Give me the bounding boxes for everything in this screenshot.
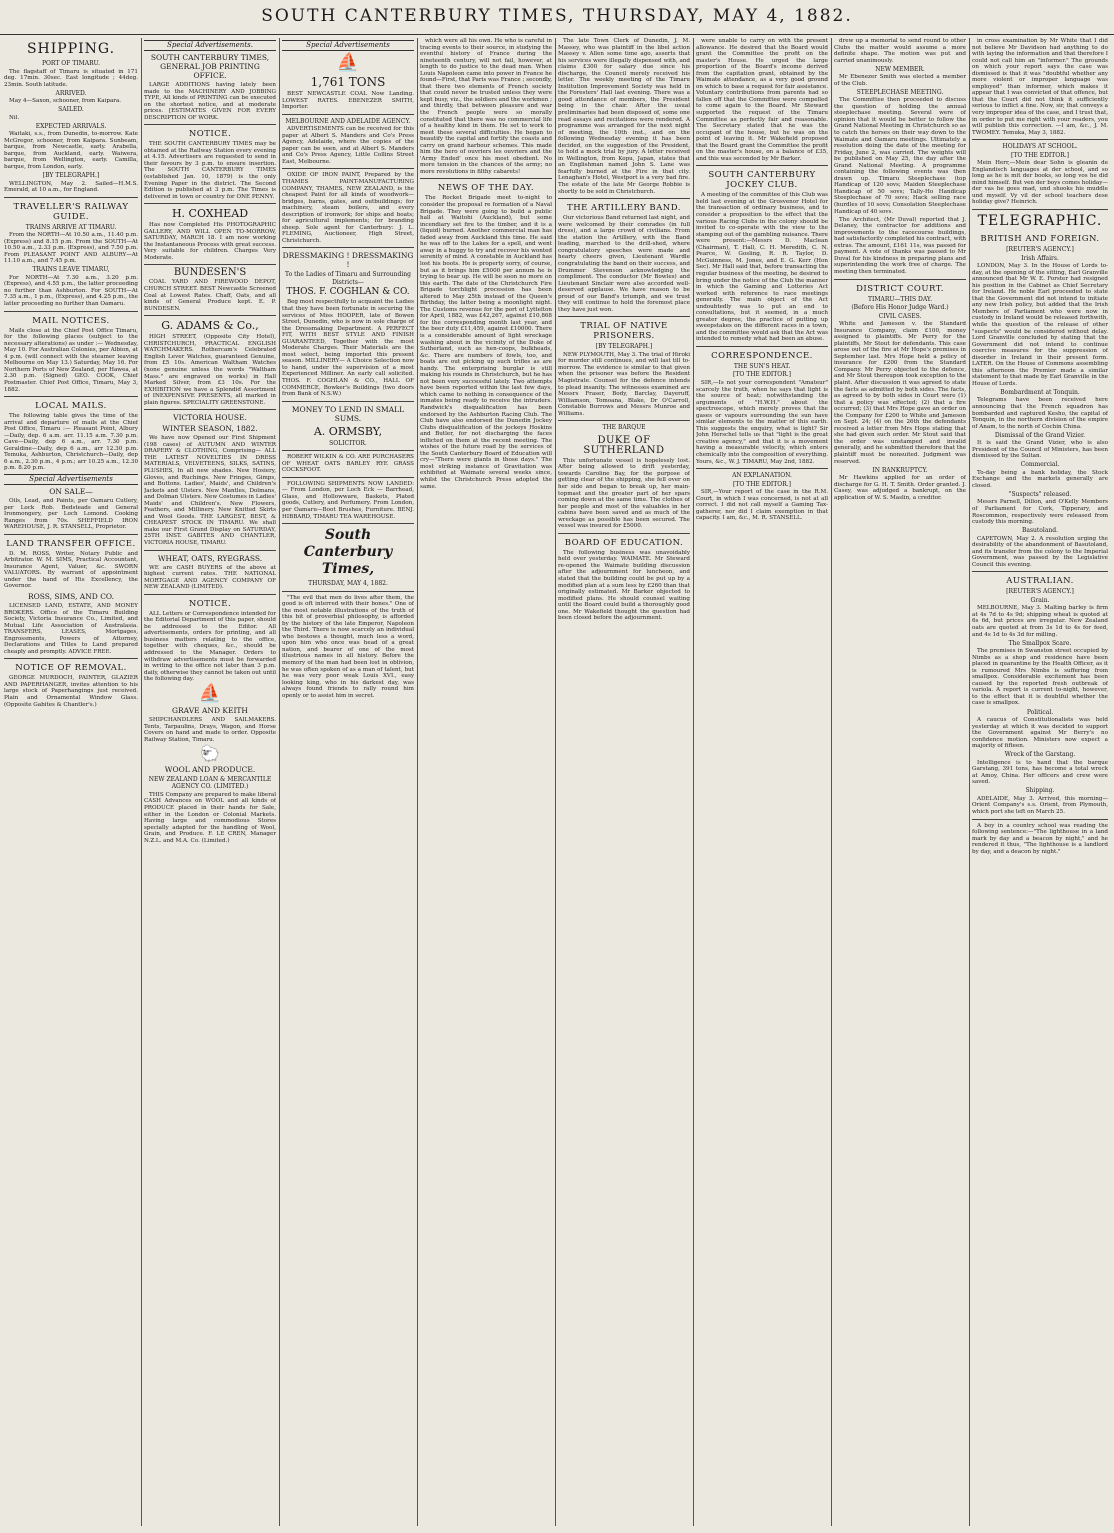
british-foreign-heading: BRITISH AND FOREIGN.: [980, 234, 1100, 245]
commercial-heading: Commercial.: [1020, 461, 1060, 469]
bundesen-heading: BUNDESEN'S: [173, 267, 247, 279]
column-8: [972, 38, 1108, 1526]
trial-heading: TRIAL OF NATIVE PRISONERS.: [580, 321, 668, 342]
oxide-paint-text: OXIDE OF IRON PAINT, Prepared by the THAMES PAINT-MANUFACTURING COMPANY, THAMES, NEW ZEALAND, is the cheapest Paint for all kinds of woodwork—bridges, barns, gates, and outbuildings; for machinery, steam boilers, and every description of ironwork; for ships and boats; for agricultural implements; for branding sheep. Sole agent for Canterbury: J. L. FLEMING, Auctioneer, High Street, Christchurch.: [282, 172, 414, 244]
divider: [696, 165, 828, 166]
suspects-heading: "Suspects" released.: [1008, 490, 1072, 498]
vizier-heading: Dismissal of the Grand Vizier.: [994, 431, 1086, 439]
ship-engraving-icon: ⛵: [198, 683, 222, 705]
tonquin-text: Telegrams have been received here announcing that the French squadron has bombarded and captured Kesho, the capital of Tonquin, in the northern division of the empire of Anam, to the north of Cochin China.: [972, 397, 1108, 430]
sheep-engraving-icon: 🐑: [200, 743, 220, 763]
divider: [282, 401, 414, 402]
ormsby-heading: A. ORMSBY,: [313, 424, 383, 438]
notice2-text: ALL Letters or Correspondence intended for the Editorial Department of this paper, should be addressed to the Editor. All advertisements, orders for printing, and all business matters relating to the office, together with cheques, &c., should be addressed to the Manager. Orders to withdraw advertisements must be forwarded in writing to the office not later than 3 p.m. daily, otherwise they cannot be taken out until the following day.: [144, 610, 276, 683]
mail-heading: MAIL NOTICES.: [32, 315, 110, 326]
divider: [696, 346, 828, 347]
expected-text: Waitaki, s.s., from Dunedin, to-morrow. Kate McGregor, schooner, from Kaipara. Sunbeam, barque, from Newcastle, early. Arabella, barque, from Auckland, early. Waiwera, barque, from Wellington, early. Camilla, barque, from London, early.: [4, 131, 138, 170]
australian-heading: AUSTRALIAN.: [1006, 576, 1074, 587]
on-sale-text: Oils, Lead, and Paints, per Oamaru Cutlery, per Lock Rob. Bedsteads and General Ironmongery, per Loch Lomond. Cooking Ranges from 70s. SHEFFIELD IRON WAREHOUSE, J. R. STANSELL, Proprietor.: [4, 497, 138, 531]
holidays-sub: [TO THE EDITOR.]: [1011, 151, 1069, 159]
notice2-heading: NOTICE.: [188, 598, 232, 609]
wool-heading: WOOL AND PRODUCE.: [164, 764, 256, 774]
district-court-text: White and Jameson v. the Standard Insurance Company, claim £100, money assigned to plaintiffs. Mr Perry for the plaintiffs, Mr Stout for defendants. This case arose out of the fire at Mr Hope's premises in September last. Mrs Hope held a policy of insurance for £200 from the Standard Company. Mr Perry objected to the defence, and Mr Stout thereupon took exception to the plaint. After discussion it was agreed to state the facts as admitted by both sides. The facts, as agreed to by both sides in Court were (1) that a policy was effected; (2) that a fire occurred; (3) that Mrs Hope gave an order on the Company for £200 to White and Jameson on Sept. 24; (4) on the 26th the defendants received a letter from Mrs Hope stating that she had given such order. Mr Stout said that the order was unstamped and invalid generally, and he submitted therefore that the plaintiff must be nonsuited. Judgment was reserved.: [834, 321, 966, 465]
column-rule: [417, 38, 418, 1526]
trial-telegraph: [BY TELEGRAPH.]: [595, 343, 653, 351]
divider: [558, 198, 690, 199]
explanation-sub: [TO THE EDITOR.]: [733, 480, 791, 488]
divider: [4, 311, 138, 312]
steeplechase-text: The Committee then proceeded to discuss the question of holding the annual steeplechase meeting. Several were of opinion that it would be better to follow the Grand National Meeting in Christchurch so as to catch the horses on their way down to the Waimate and Oamaru meetings. Ultimately a resolution doing the date of the meeting for Friday, June 2, was carried. The weights will be published on May 25, the day after the Grand National Meeting. A programme containing the following events was then drawn up. Timaru Steeplechase (top Handicap of 120 sovs; Maiden Steeplechase Handicap of 50 sovs; Tally-Ho Handicap Steeplechase of 70 sovs; Hack selling race (hurdles of 10 sovs; Consolation Steeplechase Handicap of 40 sovs.: [834, 97, 966, 215]
board-heading: BOARD OF EDUCATION.: [564, 537, 684, 548]
divider: [558, 316, 690, 317]
column-5: [558, 38, 690, 1526]
divider: [282, 450, 414, 451]
wreck-heading: Wreck of the Garstang.: [1004, 751, 1076, 759]
column-4: [420, 38, 552, 1526]
divider: [972, 209, 1108, 210]
divider: [282, 114, 414, 115]
expected-heading: EXPECTED ARRIVALS.: [35, 122, 107, 130]
holidays-text: Mein Herr,—Mein dear Sohn is gleanin de Englandisch languages at der school, and so long as he is mit der books, so long vos he did mind himself. But ven der boys comes holiday—der vas he goes mad, und shooks his muddle und myself. Vy vil der school teachers dese holiday give? Heinrich.: [972, 160, 1108, 206]
wilkin-text: ROBERT WILKIN & CO. ARE PURCHASERS OF WHEAT OATS BARLEY RYE GRASS COCKSFOOT.: [282, 454, 414, 474]
sct-printing-heading: SOUTH CANTERBURY TIMES, GENERAL JOB PRINTING OFFICE.: [150, 53, 270, 80]
district-court-judge: (Before His Honor Judge Ward.): [851, 304, 949, 312]
melbourne-agency-text: ADVERTISEMENTS can be received for this paper at Albert S. Manders and Co's Press Agency, Adelaide, where the copies of the paper can be seen, and at Albert S. Manders and Co's Press Agency, Little Collins Street East, Melbourne.: [282, 126, 414, 165]
divider: [4, 534, 138, 535]
trial-text: NEW PLYMOUTH, May 3. The trial of Hiroki for murder still continues, and will last till to-morrow. The evidence is similar to that given when the prisoner was before the Resident Magistrate. Counsel for the defence intends to plead insanity. The witnesses examined are Messrs Fraser, Body, Barclay, Dayeruff, Williamson, Tomoana, Blake, Dr O'Carroll, Constable Burrows and Messrs Munroe and Williams.: [558, 351, 690, 417]
trains-arrive-text: From the NORTH—At 10.50 a.m., 11.40 p.m. (Express) and 8.15 p.m. From the SOUTH—At 10.50 a.m., 2.33 p.m. (Express), and 7.50 p.m. From PLEASANT POINT AND ALBURY—At 11.10 a.m., and 7.45 p.m.: [4, 232, 138, 265]
bundesen-text: COAL YARD AND FIREWOOD DEPOT, CHURCH STREET. BEST Newcastle Screened Coal at Lowest Rates. Chaff, Oats, and all kinds of General Produce kept. E. P. BUNDESEN.: [144, 279, 276, 312]
divider: [144, 203, 276, 204]
coghlan-heading: THOS. F. COGHLAN & CO.: [286, 287, 410, 298]
arrived-text: May 4—Saxon, schooner, from Kaipara.: [9, 98, 122, 105]
trains-leave-text: For NORTH—At 7.30 a.m., 3.20 p.m. (Express), and 4.55 p.m., the latter proceeding no further than Ashburton. For SOUTH—At 7.35 a.m., 1 p.m., (Express), and 4.25 p.m., the latter proceeding no further than Oamaru.: [4, 274, 138, 308]
suspects-text: Messrs Parnell, Dillon, and O'Kelly Members of Parliament for Cork, Tipperary, and Roscommon, respectively were released from custody this morning.: [972, 499, 1108, 526]
coxhead-heading: H. COXHEAD: [171, 207, 249, 221]
removal-heading: NOTICE OF REMOVAL.: [15, 663, 127, 674]
ormsby-sub: SOLICITOR.: [329, 439, 367, 447]
news-continued-text: The late Town Clerk of Dunedin, J. M. Massey, who was plaintiff in the libel action Massey v. Allen some time ago, asserts that his services were illegally dispensed with, and claims £300 for salary due since his discharge, the Council merely received his letter. The weekly meeting of the Timaru Institution Improvement Society was held in the Foresters' Hall last evening. There was a good attendance of members, the President being in the chair. After the usual preliminaries had been disposed of, some one read essays and recitations were rendered. A programme was arranged for the next night of meeting, the 10th inst., and on the following Wednesday evening it has been decided, on the suggestion of the President, to hold a mock trial by jury. A letter received in Wellington, from Kopu, Japan, states that an Englishman named John S. Lane was fearfully burned at the Fire in that city. Lenaghan's Hotel, Westport is a very bad fire. The estate of the late Mr George Robbie is shortly to be sold in Christchurch.: [558, 38, 690, 195]
smallpox-text: The premises in Swanston street occupied by Nimbs as a shop and residence have been placed in quarantine by the Health Officer, as it is rumoured Mrs Nimbs is suffering from smallpox. Considerable excitement has been caused by the reported fresh outbreak of variola. A report is current to-night, however, to the effect that it is doubtful whether the case is smallpox.: [972, 648, 1108, 707]
ross-sims-heading: ROSS, SIMS, AND CO.: [27, 591, 115, 601]
divider: [972, 571, 1108, 572]
basutoland-heading: Basutoland.: [1021, 527, 1059, 535]
irish-affairs-text: LONDON, May 3. In the House of Lords to-day, at the opening of the sitting, Earl Granville announced that Mr W. E. Forster had resigned his position in the Cabinet as Chief Secretary for Ireland. He noble Earl proceeded to state that the Government did not intend to initiate any new Irish policy, but added that the Irish Members of Parliament who were now in custody in Ireland would be released forthwith, while the question of the release of other "suspects" would be considered without delay. Lord Granville concluded by stating that the Government did not intend to continue coercive measures for the suppression of disorder in Ireland in their present form. LATER. On the House of Commons assembling this afternoon the Premier made a similar statement to that made by Earl Granville in the House of Lords.: [972, 263, 1108, 387]
vizier-text: It is said the Grand Vizier, who is also President of the Council of Ministers, has been dismissed by the Sultan.: [972, 440, 1108, 460]
grave-keith-text: SHIPCHANDLERS AND SAILMAKERS. Tents, Tarpaulins, Drays, Wagon, and Horse Covers on hand and made to order. Opposite Railway Station, Timaru.: [144, 717, 276, 743]
news-text: The Rocket Brigade meet to-night to consider the proposal re formation of a Naval Brigade. They were going to build a public hall at Waitohi (Auckland), but some incendiary set fire to the timber, and it is a (liquid) burned. Another commercial man has faded away from Auckland this time. He said he was off to the Lakes for a spell, and went away in a buggy to try and recover his wonted serenity of mind. A constable in Auckland has lost his boots. He is property sorry, of course, but as it brings him £5000 per annum he is trying to bear up. He will be soon no more on this earth. The date of the Christchurch Fire Brigade torchlight procession has been altered to May 25th instead of the Queen's Birthday, the latter being a moonlight night. The Customs revenue for the port of Lyttelton for April, 1882, was £42,267, against £10,868 for the corresponding month last year, and the beer duty £11,459, against £10000. There is a considerable amount of light wreckage washing about in the vicinity of the Duke of Sutherland, such as hen-coops, bulkheads, &c. There are numbers of fowls, too, and boats are out picking up such trifles as are handy. The enterprising burglar is still making his rounds in Christchurch, but he has not been very successful lately. Two attempts have been reported within the last few days, which came to nothing in consequence of the inmates being ready to receive the intruders. Randwick's disqualification has been endorsed by the Ashburton Racing Club. The Club have also endorsed the Dunedin Jockey Clubs disqualification of the jockeys Hoskins and Butler, for not discharging the faces inflicted on them at the recent meeting. The wishes of the future road by the services of the South Canterbury Board of Education will cry—"There were giants in those days." The most striking instance of Gravitation was exhibited at Waimate several weeks since, whilst the Christchurch Press adopted the same.: [420, 195, 552, 490]
land-transfer-text: D. M. ROSS, Writer, Notary Public and Arbitrator. W. M. SIMS, Practical Accountant, Insurance Agent, Valuer, &c. SWORN VALUATORS. By warrant of appointment under the hand of His Excellency, the Governor.: [4, 550, 138, 590]
divider: [282, 168, 414, 169]
basutoland-text: CAPETOWN, May 2. A resolution urging the desirability of the abandonment of Basutoland, and its transfer from the colony to the Imperial Government, was passed by the Legislative Council this evening.: [972, 535, 1108, 568]
mail-text: Mails close at the Chief Post Office Timaru, for the following places (subject to the necessary alterations) as under :— Wednesday, May 10. For Australian Colonies, per Albion, at 4 p.m. (will connect with the steamer leaving Melbourne on May 13.) Saturday, May 16. For Northern Ports of New Zealand, per Hawea, at 2.30 p.m. (Signed) GEO. COOK, Chief Postmaster. Chief Post Office, Timaru, May 3, 1882.: [4, 327, 138, 393]
divider: [144, 594, 276, 595]
arrived-heading: ARRIVED.: [55, 89, 87, 97]
column-rule: [555, 38, 556, 1526]
political-text: A caucus of Constitutionalists was held yesterday at which it was decided to support the Government against Mr Berry's no confidence motion. Ministers now expect a majority of fifteen.: [972, 717, 1108, 750]
railway-heading: TRAVELLER'S RAILWAY GUIDE.: [13, 201, 129, 222]
column-rule: [831, 38, 832, 1526]
barque-heading: THE BARQUE: [602, 424, 646, 432]
jockey-continued-text: drew up a memorial to send round to other Clubs the matter would assume a more definite shape. The motion was put and carried unanimously.: [834, 38, 966, 64]
column-3: [282, 38, 414, 1526]
explanation-text: SIR,—Your report of the case in the R.M. Court, in which I was concerned, is not at all correct. I did not call myself a Gaming Tax-gatherer, nor did I claim exemption in that capacity. I am, &c., M. R. STANSELL.: [696, 489, 828, 522]
column-7: [834, 38, 966, 1526]
divider: [144, 315, 276, 316]
nzl-heading: NEW ZEALAND LOAN & MERCANTILE AGENCY CO. (LIMITED.): [148, 775, 272, 791]
district-court-heading: DISTRICT COURT.: [856, 283, 944, 294]
trains-arrive-heading: TRAINS ARRIVE AT TIMARU.: [25, 223, 117, 231]
column-rule: [279, 38, 280, 1526]
closing-anecdote-text: A boy in a country school was reading the following sentence:—"The lighthouse in a land mark by day and a beacon by night," and he rendered it thus, "The lighthouse is a landlord by day, and a deacon by night.": [972, 822, 1108, 855]
divider: [4, 396, 138, 397]
divider: [144, 264, 276, 265]
coal-text: BEST NEWCASTLE COAL Now Landing. LOWEST RATES. EBENEZER SMITH, Importer.: [282, 91, 414, 111]
divider: [558, 533, 690, 534]
board-continued-text: were unable to carry on with the present allowance. He desired that the Board would grant the Committee the profit on the master's House. He urged the large proportion of the Board's income derived from the capitation grant, obtained by the Waimate attendance, as a very good ground on which to base a request for fair assistance. Voluntary contributions from parents had so fallen off that the Committee were compelled to come again to the Board. Mr Steward supported the request of the Timaru Committee as perfectly fair and reasonable. The Secretary stated that he was the occupant of the house, but he was on the point of leaving it. Mr Wakefield proposed that the Board grant the Committee the profit on the master's house, on a balance of £35, and this was seconded by Mr Barker.: [696, 38, 828, 162]
dressmaking-heading: DRESSMAKING ! DRESSMAKING !: [282, 251, 414, 270]
special-ads-heading: Special Advertisements: [282, 40, 414, 51]
grain-heading: Grain.: [1030, 596, 1050, 604]
notice-heading: NOTICE.: [188, 129, 232, 140]
bankruptcy-heading: IN BANKRUPTCY.: [872, 466, 928, 474]
on-sale-heading: ON SALE—: [49, 486, 93, 496]
sct-printing-text: LARGE ADDITIONS having lately been made to the MACHINERY AND JOBBING TYPE, All kinds of PRINTING can be executed on the shortest notice, and at moderate prices. [ESTIMATES GIVEN FOR EVERY DESCRIPTION OF WORK.: [144, 82, 276, 121]
letter-continued-text: in cross examination by Mr White that I did not believe Mr Davidson had anything to do with laying the information and that therefore I could not call him an "informer." The grounds on which your report says the case was dismissed is that it was "doubtful whether any more violent or improper language was employed" than informer, which makes it appear that I was convicted of that offence, but that the Court did not think it sufficiently serious to inflict a fine. Now, sir, that conveys a very improper idea of the case, and I trust that, in order to put me right with your readers, you will publish this correction. —I am, &c., J. M. TWOMEY. Temuka, May 3, 1882.: [972, 38, 1108, 136]
land-transfer-heading: LAND TRANSFER OFFICE.: [6, 538, 136, 549]
divider: [972, 139, 1108, 140]
coghlan-text: Beg most respectfully to acquaint the Ladies that they have been fortunate in securing the services of Miss HOOPER, late of Bowen Street, Dunedin, who is now in sole charge of the Dressmaking Department. A PERFECT FIT, WITH BEST STYLE AND FINISH GUARANTEED, Together with the most Moderate Charges. Their Materials are the most select, being imported this present season. MILLINERY— A Choice Selection now to hand, under the supervision of a most Experienced Milliner. An early call solicited. THOS. F. COGHLAN & CO., HALL OF COMMERCE, Bowker's Buildings (two doors from Bank of N.S.W.): [282, 299, 414, 398]
removal-text: GEORGE MURDOCH, PAINTER, GLAZIER AND PAPERHANGER, invites attention to his large stock of Paperhangings just received. Plain and Ornamental Window Glass. (Opposite Gabites & Chantler's.): [4, 675, 138, 708]
shipping-text: The flagstaff of Timaru is situated in 171 deg. 17min. 30sec. East longitude ; 44deg. 23min. South latitude.: [4, 68, 138, 88]
correspondence-heading: CORRESPONDENCE.: [711, 350, 813, 361]
victoria-house-text: We have now Opened our First Shipment (198 cases) of AUTUMN AND WINTER DRAPERY & CLOTHING, Comprising— ALL THE LATEST NOVELTIES IN DRESS MATERIALS, VELVETEENS, SILKS, SATINS, PLUSHES, In all new shades. New Hosiery, Gloves, and Ruchings. New Fringes, Gimps, and Buttons. Ladies', Maids', and Children's Jackets and Ulsters. New Mantles, Dolmans, and Dolman Ulsters. New Costumes in Ladies' Maids' and Children's. New Flowers, Feathers, and Millinery. New Knitted Skirts and Wool Goods. THE LARGEST, BEST, & CHEAPEST STOCK IN TIMARU. We shall make our First Grand Display on SATURDAY, 25TH INST. GABITES AND CHANTLER, VICTORIA HOUSE, TIMARU.: [144, 435, 276, 546]
grave-keith-heading: GRAVE AND KEITH: [172, 706, 248, 716]
divider: [696, 468, 828, 469]
new-member-heading: NEW MEMBER.: [875, 65, 925, 73]
news-heading: NEWS OF THE DAY.: [437, 183, 535, 194]
telegraph-text: WELLINGTON, May 2. Sailed—H.M.S. Emerald, at 10 a.m., for England.: [4, 180, 138, 194]
divider: [144, 124, 276, 125]
adams-text: HIGH STREET, (Opposite City Hotel), CHRISTCHURCH, PRACTICAL ENGLISH WATCHMAKERS. Rothercam's Celebrated English Lever Watches, guaranteed Genuine, from £5 10s. American Waltham Watches (none genuine unless the words "Waltham Mass." are engraved on works) in Hall Marked Silver, from £3 10s. For the EXHIBITION we have a Splendid Assortment of INEXPENSIVE PRESENTS, all marked in plain figures. SPECIALITY GREENSTONE.: [144, 334, 276, 406]
winter-season-heading: WINTER SEASON, 1882.: [162, 424, 258, 434]
political-heading: Political.: [1026, 708, 1054, 716]
suns-heat-sub: [TO THE EDITOR.]: [733, 371, 791, 379]
special-ads-heading: Special Advertisements: [4, 474, 138, 485]
money-heading: MONEY TO LEND IN SMALL SUMS.: [291, 404, 405, 423]
leader-continued-text: which were all his own. He who is careful in tracing events to their source, in studying the eventful history of France during the nineteenth century, will not fail, however, at length to do justice to the dead man. When Louis Napoleon came into power in France he found—First, that Paris was France ; secondly, that there two elements of French society that could never be trusted unless they were kept busy, viz., the soldiers and the workmen ; and thirdly, that between pleasure and war the French people were so morally constituted that there was no commercial life of a healthy kind in them. He set to work to meet these several difficulties. He began to beautify the capital and fortify the coasts and carry on grand harbour schemes. This made him the hero of ouvriers les ouvriers and the 'Army Ended' once his most obedient. No more tension in the chances of the army; no more revolutions in filthy cabarets!: [420, 38, 552, 175]
coxhead-text: Has now Completed His PHOTOGRAPHIC GALLERY, AND WILL OPEN TO-MORROW, SATURDAY, MARCH 18. I am now working the Instantaneous Process with great success. Very suitable for children. Charges Very Moderate.: [144, 222, 276, 261]
paper-title: South Canterbury Times,: [303, 527, 393, 578]
telegraph-heading: [BY TELEGRAPH.]: [42, 172, 100, 180]
duke-text: This unfortunate vessel is hopelessly lost. After being allowed to drift yesterday, towards Caroline Bay, for the purpose of getting clear of the shipping, she fell over on her side and began to break up, her main-topmast and the greater part of her spars coming down at the same time. The clothes of her people and most of the valuables in her cabins have been saved and as much of the wreckage as possible has been secured. The vessel was insured for £5000.: [558, 457, 690, 530]
column-rule: [969, 38, 970, 1526]
column-6: [696, 38, 828, 1526]
port-heading: PORT OF TIMARU.: [41, 60, 101, 67]
jockey-club-heading: SOUTH CANTERBURY JOCKEY CLUB.: [708, 170, 816, 191]
shipments-text: FOLLOWING SHIPMENTS NOW LANDED:— From London, per Loch Eck — Barrhead, Glass, and Hollowware, Baskets, Plated goods, Cutlery, and Perfumery. From London, per Oamaru—Boot Brushes, Furniture. BENJ. HIBBARD, TIMARU TEA WAREHOUSE.: [282, 480, 414, 520]
sailed-heading: SAILED.: [58, 106, 84, 114]
steeplechase-heading: STEEPLECHASE MEETING.: [856, 88, 944, 96]
grain-text: MELBOURNE, May 3. Malting barley is firm at 4s 7d to 4s 9d; shipping wheat is quoted at 6s 6d, but prices are irregular. New Zealand oats are quoted at from 3s 1d to 4s for feed, and 4s 1d to 4s 3d for milling.: [972, 605, 1108, 638]
tons-heading: 1,761 TONS: [310, 75, 386, 89]
jockey-club-text: A meeting of the committee of this Club was held last evening at the Grosvenor Hotel for the transaction of ordinary business, and to consider a proposition to the effect that the various Racing Clubs in the colony should be invited to co-operate with the view to the stamping out of the gambling nuisance. There were present:—Messrs D. Maclean (Chairman), T. Hall, C. H. Meredith, C. N. Pearce, W. Gosling, R. R. Taylor, D. McGuinness, M. Jones, and E. G. Kerr (Hon Sec). Mr Hall said that, before transacting the regular business of the meeting, he desired to bring under the notice of the Club the manner in which the Gaming and Lotteries Act worked with reference to race meetings generally. The main object of the Act undoubtedly was to put an end to consultations, but it seemed, in a much greater degree, the practice of putting up sweepstakes on the different races in a town, and the committee would ask that the Act was intended to remedy what had been an abuse.: [696, 192, 828, 343]
board-text: The following business was unavoidably held over yesterday. WAIMATE. Mr Steward re-opened the Waimate building discussion after the adjournment for luncheon, and stated that the building could be put up by a modified plan at a sum less by £260 than that originally estimated. Mr Barker objected to modified plans. He should counsel waiting until the Board could build a thoroughly good one. Mr Wakefield thought the question had been closed before the adjournment.: [558, 549, 690, 622]
divider: [4, 658, 138, 659]
divider: [282, 591, 414, 592]
divider: [420, 178, 552, 179]
divider: [144, 409, 276, 410]
column-rule: [141, 38, 142, 1526]
divider: [4, 197, 138, 198]
local-mails-text: The following table gives the time of the arrival and departure of mails at the Chief Post Office, Timaru :— Pleasant Point, Albury—Daily, dep. 6 a.m. arr. 11.15 a.m. 7.30 p.m. Cave—Daily, dep 6 a.m., arr. 7.30 p.m. Geraldine—Daily, dep 6 a.m., arr 12.30 p.m. Temuka, Ashburton, Christchurch—Daily, dep 6 a.m., 2.30 p.m., 4 p.m.; arr 10.25 a.m., 12.30 p.m. 8.20 p.m.: [4, 413, 138, 472]
divider: [282, 477, 414, 478]
divider: [282, 247, 414, 248]
sailed-text: Nil.: [9, 114, 20, 121]
divider: [144, 550, 276, 551]
architect-text: The Architect, (Mr Duval) reported that J. Delaney, the contractor for additions and improvements to the racecourse buildings, had satisfactorily completed his contract, with extras. The amount, £161 11s, was passed for payment. A vote of thanks was passed to Mr Duval for his kindness in preparing plans and superintending the work free of charge. The meeting then terminated.: [834, 216, 966, 275]
local-mails-heading: LOCAL MAILS.: [35, 401, 107, 412]
shipping-heading: SHIPPING.: [26, 41, 116, 57]
suns-heat-heading: THE SUN'S HEAT.: [733, 362, 791, 370]
wreck-text: Intelligence is to hand that the barque Garstang, 391 tons, has become a total wreck at Amoy, China. Her officers and crew were saved.: [972, 759, 1108, 786]
shipping-news-text: ADELAIDE, May 3. Arrived, this morning—Orient Company's s.s. Orient, from Plymouth, which port she left on March 25.: [972, 795, 1108, 816]
australian-reuter: [REUTER'S AGENCY.]: [1006, 588, 1074, 596]
shipping-heading: Shipping.: [1025, 787, 1055, 795]
divider: [558, 420, 690, 421]
victoria-house-heading: VICTORIA HOUSE.: [173, 413, 247, 423]
civil-cases-heading: CIVIL CASES.: [878, 312, 922, 320]
irish-affairs-heading: Irish Affairs.: [1021, 254, 1059, 262]
column-1: [4, 38, 138, 1526]
tonquin-heading: Bombardment at Tonquin.: [1000, 388, 1080, 396]
smallpox-heading: The Smallpox Scare.: [1008, 639, 1072, 647]
explanation-heading: AN EXPLANATION.: [732, 472, 792, 480]
commercial-text: To-day being a bank holiday, the Stock Exchange and the markets generally are closed.: [972, 469, 1108, 489]
trains-leave-heading: TRAINS LEAVE TIMARU,: [32, 266, 110, 274]
notice-text: THE SOUTH CANTERBURY TIMES may be obtained at the Railway Station every evening at 4.15. Advertisers are requested to send in their favours by 3 p.m. to ensure insertion. The SOUTH CANTERBURY TIMES (established Jan. 10, 1879) is the only Evening Paper in the district. The Second Edition is published at 3 p.m. The Times is delivered in town or country for ONE PENNY.: [144, 141, 276, 200]
new-member-text: Mr Ebenezer Smith was elected a member of the Club.: [834, 74, 966, 87]
melbourne-agency-heading: MELBOURNE AND ADELAIDE AGENCY.: [285, 117, 411, 125]
wheat-text: WE are CASH BUYERS of the above at highest current rates. THE NATIONAL MORTGAGE AND AGENCY COMPANY OF NEW ZEALAND (LIMITED).: [144, 564, 276, 591]
special-ads-heading: Special Advertisements.: [144, 40, 276, 51]
duke-heading: DUKE OF SUTHERLAND: [583, 434, 665, 456]
district-court-sub: TIMARU—THIS DAY.: [867, 295, 933, 303]
divider: [282, 523, 414, 524]
ship-engraving-icon: ⛵: [336, 52, 360, 73]
adams-heading: G. ADAMS & Co.,: [161, 319, 259, 333]
bankruptcy-text: Mr Hawkins applied for an order of discharge for G. H. T. Smith. Order granted. J. Casey, was adjudged a bankrupt, on the application of W. S. Maslin, a creditor.: [834, 475, 966, 501]
artillery-text: Our victorious Band returned last night, and were welcomed by their comrades (in full dress), and a large crowd of civilians. From the station the Artillery, with the Band leading, marched to the drill-shed, where congratulatory speeches were made and hearty cheers given, Lieutenant Wardle congratulating the band on their success, and Drummer Stevenson acknowledging the compliment. The conductor (Mr Bowles) and Lieutenant Sinclair were also accorded well-deserved applause. We have reason to be proud of our Band's triumph, and we trust they will continue to hold the foremost place they have just won.: [558, 215, 690, 313]
dressmaking-sub: To the Ladies of Timaru and Surrounding Districts—: [285, 271, 411, 286]
column-rule: [693, 38, 694, 1526]
reuter-agency: [REUTER'S AGENCY.]: [1006, 246, 1074, 254]
nzl-text: THIS Company are prepared to make liberal CASH Advances on WOOL and all kinds of PRODUCE placed in their hands for Sale, either in the London or Colonial Markets. Having large and commodious Stores specially adapted for the handling of Wool, Grain, and Produce. F. LE CREN, Manager N.Z.L. and M.A. Co. (Limited.): [144, 791, 276, 844]
holidays-heading: HOLIDAYS AT SCHOOL.: [1002, 143, 1078, 151]
suns-heat-text: SIR,—Is not your correspondent "Amateur" scarcely the truth, when he says that light is the source of heat; notwithstanding the arguments of "H.W.H." about the spectroscope, which merely proves that the gases or vapours surrounding the sun have similar elements to the matter of this earth. This suggests the enquiry, what is light? Sir John Herschel tells us that "light is the great creative agency," and that it is a movement having a measurable velocity, which enters chemically into the composition of everything. Yours, &c., W. J. TIMARU, May 2nd, 1882.: [696, 379, 828, 465]
artillery-heading: THE ARTILLERY BAND.: [567, 203, 681, 214]
column-2: [144, 38, 276, 1526]
divider: [972, 819, 1108, 820]
ross-sims-text: LICENSED LAND, ESTATE, AND MONEY BROKERS. Office of the Timaru Building Society, Victoria Insurance Co., Limited, and Mutual Life Association of Australasia. TRANSFERS, LEASES, Mortgages, Engrossments, Powers of Attorney, Declarations and Titles to Land prepared cheaply and promptly. ADVICE FREE.: [4, 602, 138, 655]
wheat-heading: WHEAT, OATS, RYEGRASS.: [157, 553, 263, 563]
telegraphic-heading: TELEGRAPHIC.: [977, 213, 1103, 230]
divider: [834, 279, 966, 280]
leader-text: "The evil that men do lives after them, the good is oft interred with their bones." One of the most notable illustrations of the truth of this bit of proverbial philosophy, is afforded by the history of the late Emperor, Napoleon the Third. There is now scarcely an individual who bestows a thought, much less a word, upon him who once was head of a great nation, and bearer of one of the most illustrious names in all history. Before the memory of the man had been lost in oblivion, he was often spoken of as a man of talent, but he was very poor weak Louis XVI., easy looking king, who in his darkest day, was always found friends to rally round him openly or to assist him in secret.: [282, 594, 414, 699]
page-masthead: SOUTH CANTERBURY TIMES, THURSDAY, MAY 4, 1882.: [0, 6, 1114, 35]
paper-date: THURSDAY, MAY 4, 1882.: [308, 580, 388, 588]
